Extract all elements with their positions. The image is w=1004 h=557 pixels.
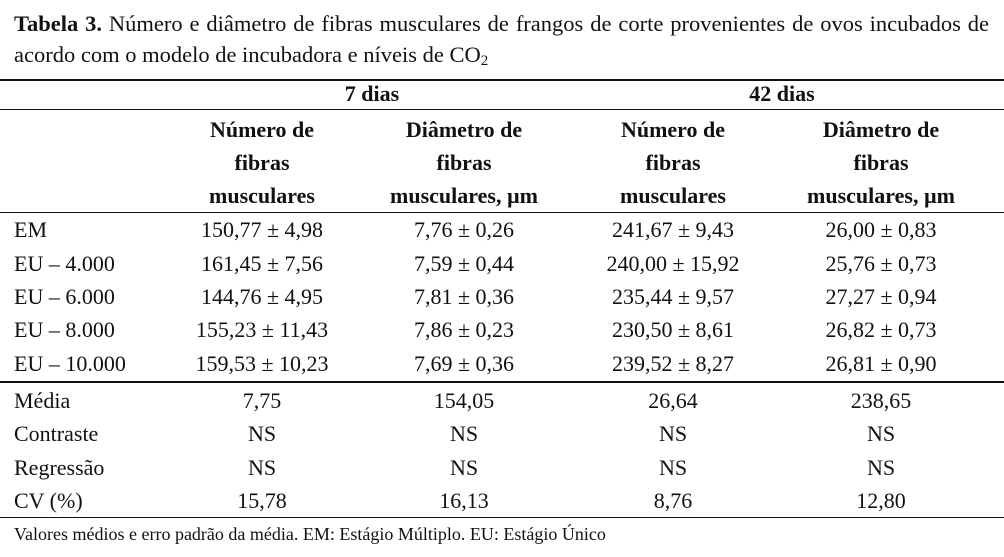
column-header-line: Número de (620, 117, 726, 142)
table-cell: 25,76 ± 0,73 (825, 251, 937, 276)
table-cell: 27,27 ± 0,94 (825, 284, 937, 309)
row-label: EU – 6.000 (14, 284, 115, 309)
table-cell: 155,23 ± 11,43 (195, 317, 329, 342)
row-label: EU – 10.000 (14, 351, 126, 376)
table-caption (14, 8, 989, 70)
row-label: EU – 8.000 (14, 317, 115, 342)
column-header-line: fibras (436, 150, 492, 175)
table-cell: 150,77 ± 4,98 (200, 217, 324, 242)
row-label: Média (14, 388, 71, 413)
caption-label: Tabela 3. (14, 11, 102, 36)
column-header-1 (209, 113, 315, 212)
group-header-42-dias: 42 dias (749, 81, 815, 106)
table-cell: 26,81 ± 0,90 (825, 351, 937, 376)
table-cell: 235,44 ± 9,57 (611, 284, 735, 309)
table-cell: 15,78 (237, 488, 287, 513)
column-header-line: Número de (209, 117, 315, 142)
table-cell: 7,75 (242, 388, 282, 413)
group-rule (0, 109, 1004, 110)
bottom-rule (0, 517, 1004, 518)
table-cell: NS (247, 455, 277, 480)
column-header-line: Diâmetro de (405, 117, 523, 142)
table-cell: 7,86 ± 0,23 (413, 317, 515, 342)
caption-subscript: 2 (480, 53, 489, 69)
column-header-line: musculares (209, 183, 315, 208)
column-header-line: fibras (645, 150, 701, 175)
group-header-7-dias: 7 dias (344, 81, 400, 106)
table-footnote: Valores médios e erro padrão da média. EM: Estágio Múltiplo. EU: Estágio Único (14, 524, 606, 544)
table-cell: NS (658, 421, 688, 446)
table-cell: 26,00 ± 0,83 (825, 217, 937, 242)
column-header-3 (620, 113, 726, 212)
table-cell: NS (449, 421, 479, 446)
table-cell: 239,52 ± 8,27 (611, 351, 735, 376)
row-label: CV (%) (14, 488, 83, 513)
table-cell: 7,76 ± 0,26 (413, 217, 515, 242)
table-cell: 241,67 ± 9,43 (611, 217, 735, 242)
table-cell: NS (866, 455, 896, 480)
row-label: Contraste (14, 421, 99, 446)
table-cell: 7,81 ± 0,36 (413, 284, 515, 309)
header-rule (0, 212, 1004, 213)
table-cell: 26,64 (648, 388, 698, 413)
table-cell: NS (247, 421, 277, 446)
table-cell: 159,53 ± 10,23 (195, 351, 329, 376)
table-cell: 26,82 ± 0,73 (825, 317, 937, 342)
table-cell: 240,00 ± 15,92 (606, 251, 740, 276)
table-cell: 8,76 (653, 488, 693, 513)
column-header-line: musculares, µm (390, 183, 538, 208)
table-cell: 230,50 ± 8,61 (611, 317, 735, 342)
column-header-line: fibras (853, 150, 909, 175)
table-cell: 7,59 ± 0,44 (413, 251, 515, 276)
table-cell: NS (449, 455, 479, 480)
row-label: EU – 4.000 (14, 251, 115, 276)
column-header-4 (807, 113, 955, 212)
table-cell: 144,76 ± 4,95 (200, 284, 324, 309)
table-cell: 154,05 (433, 388, 495, 413)
column-header-line: fibras (234, 150, 290, 175)
column-header-line: musculares, µm (807, 183, 955, 208)
table-cell: 12,80 (856, 488, 906, 513)
top-rule (0, 79, 1004, 81)
column-header-line: Diâmetro de (822, 117, 940, 142)
row-label: EM (14, 217, 47, 242)
caption-text: Número e diâmetro de fibras musculares de frangos de corte provenientes de ovos incubados de acordo com o modelo de incubadora e níveis de CO (14, 11, 989, 67)
table-cell: 161,45 ± 7,56 (200, 251, 324, 276)
column-header-line: musculares (620, 183, 726, 208)
stats-rule (0, 381, 1004, 383)
table-cell: NS (658, 455, 688, 480)
table-cell: 16,13 (439, 488, 489, 513)
row-label: Regressão (14, 455, 105, 480)
table-cell: 238,65 (850, 388, 912, 413)
table-cell: NS (866, 421, 896, 446)
table-cell: 7,69 ± 0,36 (413, 351, 515, 376)
column-header-2 (390, 113, 538, 212)
